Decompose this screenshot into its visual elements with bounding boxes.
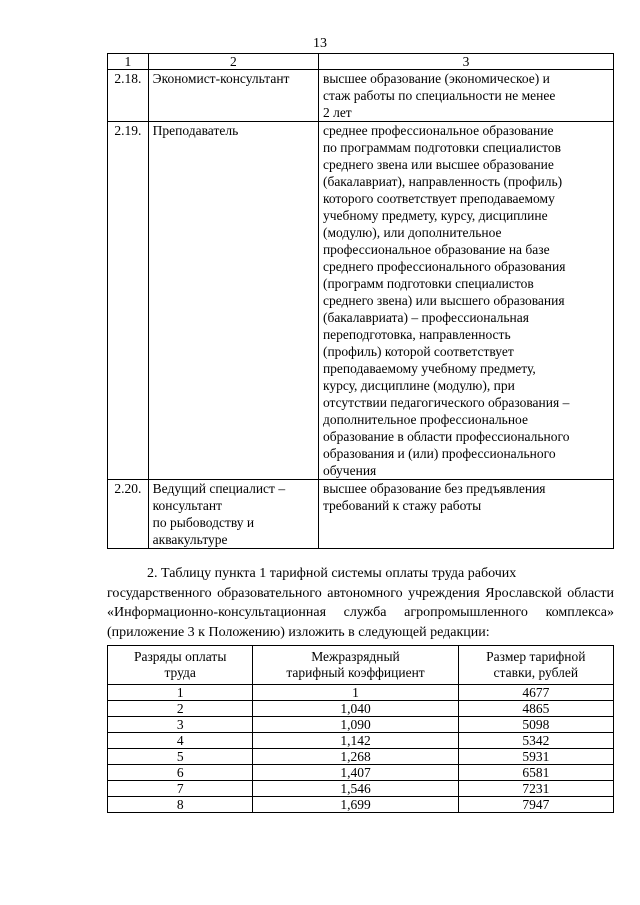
grade-cell: 7 <box>108 781 253 797</box>
table-row <box>108 765 614 781</box>
coefficient-column-header: Межразрядный тарифный коэффициент <box>253 646 458 685</box>
rate-cell: 6581 <box>458 765 613 781</box>
table-row <box>108 701 614 717</box>
positions-table-header <box>108 54 614 70</box>
coefficient-cell: 1,268 <box>253 749 458 765</box>
rate-cell: 5931 <box>458 749 613 765</box>
grade-cell: 6 <box>108 765 253 781</box>
position-requirements: высшее образование без предъявления требований к стажу работы <box>318 480 613 549</box>
table-row <box>108 122 614 480</box>
tariff-table-header <box>108 646 614 685</box>
coefficient-cell: 1,040 <box>253 701 458 717</box>
paragraph-text: государственного образовательного автономного учреждения Ярославской области «Информационно-консультационная служба агропромышленного комплекса» (приложение 3 к Положению) изложить в следующей редакции: <box>107 585 614 640</box>
rate-cell: 7947 <box>458 797 613 813</box>
grade-cell: 3 <box>108 717 253 733</box>
column-header-1: 1 <box>108 54 149 70</box>
table-row <box>108 781 614 797</box>
rate-cell: 4865 <box>458 701 613 717</box>
grade-cell: 8 <box>108 797 253 813</box>
rate-cell: 5342 <box>458 733 613 749</box>
position-name: Преподаватель <box>148 122 318 480</box>
page-number: 13 <box>313 36 327 51</box>
position-name: Экономист-консультант <box>148 70 318 122</box>
position-requirements: среднее профессиональное образование по программам подготовки специалистов среднего звена или высшее образование (бакалавриат), направленность (профиль) которого соответствует преподаваемому учебному предмету, курсу, дисциплине (модулю), или дополнительное профессиональное образование на базе среднего профессионального образования (программ подготовки специалистов среднего звена) или высшего образования (бакалавриата) – профессиональная переподготовка, направленность (профиль) которой соответствует преподаваемому учебному предмету, курсу, дисциплине (модулю), при отсутствии педагогического образования – дополнительное профессиональное образование в области профессионального образования и (или) профессионального обучения <box>318 122 613 480</box>
row-number: 2.18. <box>108 70 149 122</box>
table-row <box>108 733 614 749</box>
coefficient-cell: 1 <box>253 685 458 701</box>
position-requirements: высшее образование (экономическое) и стаж работы по специальности не менее 2 лет <box>318 70 613 122</box>
row-number: 2.20. <box>108 480 149 549</box>
paragraph-first-line: 2. Таблицу пункта 1 тарифной системы оплаты труда рабочих <box>147 566 517 581</box>
coefficient-cell: 1,699 <box>253 797 458 813</box>
grade-cell: 4 <box>108 733 253 749</box>
table-row <box>108 70 614 122</box>
table-row <box>108 797 614 813</box>
grade-cell: 2 <box>108 701 253 717</box>
row-number: 2.19. <box>108 122 149 480</box>
table-row <box>108 717 614 733</box>
rate-cell: 7231 <box>458 781 613 797</box>
column-header-2: 2 <box>148 54 318 70</box>
table-row <box>108 480 614 549</box>
table-row <box>108 749 614 765</box>
coefficient-cell: 1,407 <box>253 765 458 781</box>
coefficient-cell: 1,546 <box>253 781 458 797</box>
grade-cell: 1 <box>108 685 253 701</box>
rate-cell: 4677 <box>458 685 613 701</box>
table-row <box>108 685 614 701</box>
positions-table <box>107 53 614 549</box>
tariff-table <box>107 645 614 813</box>
coefficient-cell: 1,090 <box>253 717 458 733</box>
grade-cell: 5 <box>108 749 253 765</box>
position-name: Ведущий специалист – консультант по рыбоводству и аквакультуре <box>148 480 318 549</box>
rate-cell: 5098 <box>458 717 613 733</box>
column-header-3: 3 <box>318 54 613 70</box>
amendment-paragraph <box>107 564 614 642</box>
grade-column-header: Разряды оплаты труда <box>108 646 253 685</box>
rate-column-header: Размер тарифной ставки, рублей <box>458 646 613 685</box>
coefficient-cell: 1,142 <box>253 733 458 749</box>
